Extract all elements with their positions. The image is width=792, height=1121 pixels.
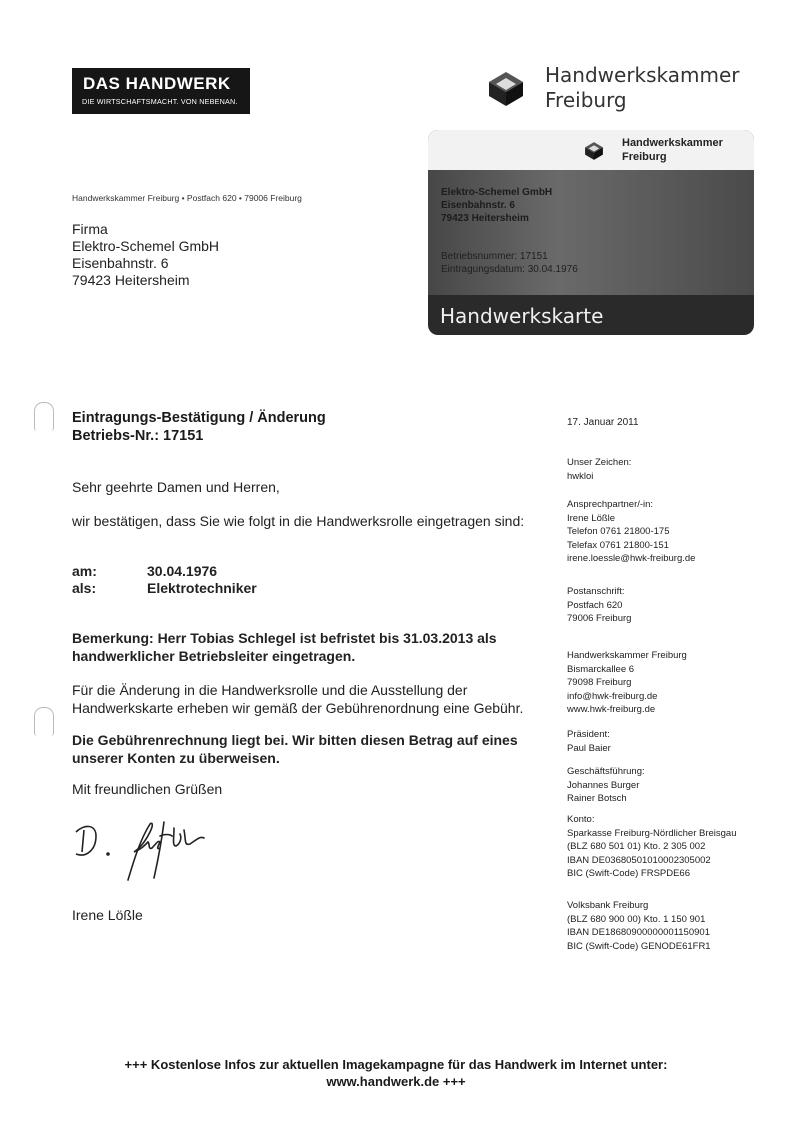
- office-line: 79098 Freiburg: [567, 677, 632, 688]
- am-value: 30.04.1976: [147, 563, 218, 579]
- office-website: www.hwk-freiburg.de: [567, 704, 656, 715]
- office-email: info@hwk-freiburg.de: [567, 690, 658, 702]
- president-block: [567, 728, 611, 755]
- recipient-line: Elektro-Schemel GmbH: [72, 238, 220, 254]
- footer-line1: +++ Kostenlose Infos zur aktuellen Imagekampagne für das Handwerk im Internet unter:: [124, 1057, 668, 1072]
- fee-text: [72, 681, 523, 717]
- management-name: Johannes Burger: [567, 779, 640, 791]
- recipient-line: Firma: [72, 221, 108, 237]
- logo-tagline: DIE WIRTSCHAFTSMACHT. VON NEBENAN.: [82, 97, 238, 106]
- card-meta: [441, 250, 578, 276]
- card-kammer-name: [622, 136, 723, 164]
- punch-hole: [34, 707, 54, 736]
- reference-value: hwkloi: [567, 470, 594, 482]
- footer: [0, 1056, 792, 1090]
- subject-line2: Betriebs-Nr.: 17151: [72, 428, 204, 444]
- kammer-line2: Freiburg: [545, 88, 627, 112]
- contact-name: Irene Lößle: [567, 512, 616, 524]
- subject-line1: Eintragungs-Bestätigung / Änderung: [72, 410, 326, 426]
- bank1-account: (BLZ 680 501 01) Kto. 2 305 002: [567, 841, 706, 852]
- reference-block: [567, 456, 631, 483]
- recipient-address: [72, 221, 219, 289]
- card-eintragungsdatum: Eintragungsdatum: 30.04.1976: [441, 264, 578, 275]
- postal-label: Postanschrift:: [567, 586, 625, 597]
- invoice-line2: unserer Konten zu überweisen.: [72, 750, 280, 766]
- bank2-bic: BIC (Swift-Code) GENODE61FR1: [567, 940, 711, 952]
- bank-block: [567, 813, 737, 881]
- kammer-name: [545, 63, 740, 113]
- president-label: Präsident:: [567, 729, 610, 740]
- bank2-iban: IBAN DE18680900000001150901: [567, 927, 710, 938]
- invoice-line1: Die Gebührenrechnung liegt bei. Wir bitten diesen Betrag auf eines: [72, 732, 518, 748]
- fee-line2: Handwerkskarte erheben wir gemäß der Gebührenordnung eine Gebühr.: [72, 700, 524, 716]
- intro-text: wir bestätigen, dass Sie wie folgt in die Handwerksrolle eingetragen sind:: [72, 513, 525, 529]
- hwk-logo-icon: [485, 68, 527, 110]
- contact-block: [567, 498, 695, 566]
- sender-line: Handwerkskammer Freiburg • Postfach 620 • 79006 Freiburg: [72, 193, 302, 203]
- card-addr-line: Elektro-Schemel GmbH: [441, 187, 553, 198]
- salutation: Sehr geehrte Damen und Herren,: [72, 479, 280, 495]
- logo-main-text: DAS HANDWERK: [83, 74, 231, 93]
- punch-hole: [34, 402, 54, 431]
- postal-line: Postfach 620: [567, 599, 623, 611]
- footer-link[interactable]: www.handwerk.de +++: [326, 1074, 466, 1089]
- closing: Mit freundlichen Grüßen: [72, 781, 223, 797]
- bank2-name: Volksbank Freiburg: [567, 900, 649, 911]
- bank-label: Konto:: [567, 814, 595, 825]
- contact-phone: Telefon 0761 21800-175: [567, 526, 670, 537]
- card-kammer-line2: Freiburg: [622, 151, 667, 163]
- signature-drawing: [64, 810, 224, 890]
- reference-label: Unser Zeichen:: [567, 457, 632, 468]
- am-label: am:: [72, 563, 97, 579]
- office-address-block: [567, 649, 687, 717]
- management-name: Rainer Botsch: [567, 793, 627, 804]
- card-addr-line: Eisenbahnstr. 6: [441, 200, 515, 211]
- card-hwk-logo-icon: [583, 140, 605, 162]
- remark-line2: handwerklicher Betriebsleiter eingetragen.: [72, 648, 356, 664]
- remark: [72, 629, 497, 665]
- card-kammer-line1: Handwerkskammer: [622, 137, 723, 149]
- management-label: Geschäftsführung:: [567, 766, 645, 777]
- letter-date: 17. Januar 2011: [567, 417, 639, 428]
- das-handwerk-logo: [72, 68, 250, 114]
- als-value: Elektrotechniker: [147, 580, 257, 596]
- card-addr-line: 79423 Heitersheim: [441, 213, 529, 224]
- bank1-bic: BIC (Swift-Code) FRSPDE66: [567, 868, 691, 879]
- card-betriebsnummer: Betriebsnummer: 17151: [441, 251, 548, 262]
- bank2-block: [567, 899, 711, 953]
- postal-block: [567, 585, 631, 626]
- office-line: Handwerkskammer Freiburg: [567, 650, 687, 661]
- card-address: [441, 186, 552, 225]
- management-block: [567, 765, 645, 806]
- bank1-name: Sparkasse Freiburg-Nördlicher Breisgau: [567, 827, 737, 839]
- card-title: Handwerkskarte: [440, 304, 604, 328]
- office-line: Bismarckallee 6: [567, 663, 635, 675]
- subject: [72, 409, 326, 445]
- recipient-line: 79423 Heitersheim: [72, 272, 190, 288]
- invoice-text: [72, 731, 518, 767]
- bank2-account: (BLZ 680 900 00) Kto. 1 150 901: [567, 913, 706, 925]
- contact-label: Ansprechpartner/-in:: [567, 499, 654, 510]
- remark-line1: Bemerkung: Herr Tobias Schlegel ist befristet bis 31.03.2013 als: [72, 630, 497, 646]
- handwerkskarte-card: [428, 130, 754, 335]
- contact-fax: Telefax 0761 21800-151: [567, 539, 669, 551]
- kammer-line1: Handwerkskammer: [545, 63, 740, 87]
- recipient-line: Eisenbahnstr. 6: [72, 255, 169, 271]
- contact-email: irene.loessle@hwk-freiburg.de: [567, 553, 696, 564]
- signature-name: Irene Lößle: [72, 907, 143, 923]
- fee-line1: Für die Änderung in die Handwerksrolle und die Ausstellung der: [72, 682, 468, 698]
- bank1-iban: IBAN DE03680501010002305002: [567, 854, 711, 866]
- als-label: als:: [72, 580, 97, 596]
- postal-line: 79006 Freiburg: [567, 613, 632, 624]
- president-name: Paul Baier: [567, 742, 611, 754]
